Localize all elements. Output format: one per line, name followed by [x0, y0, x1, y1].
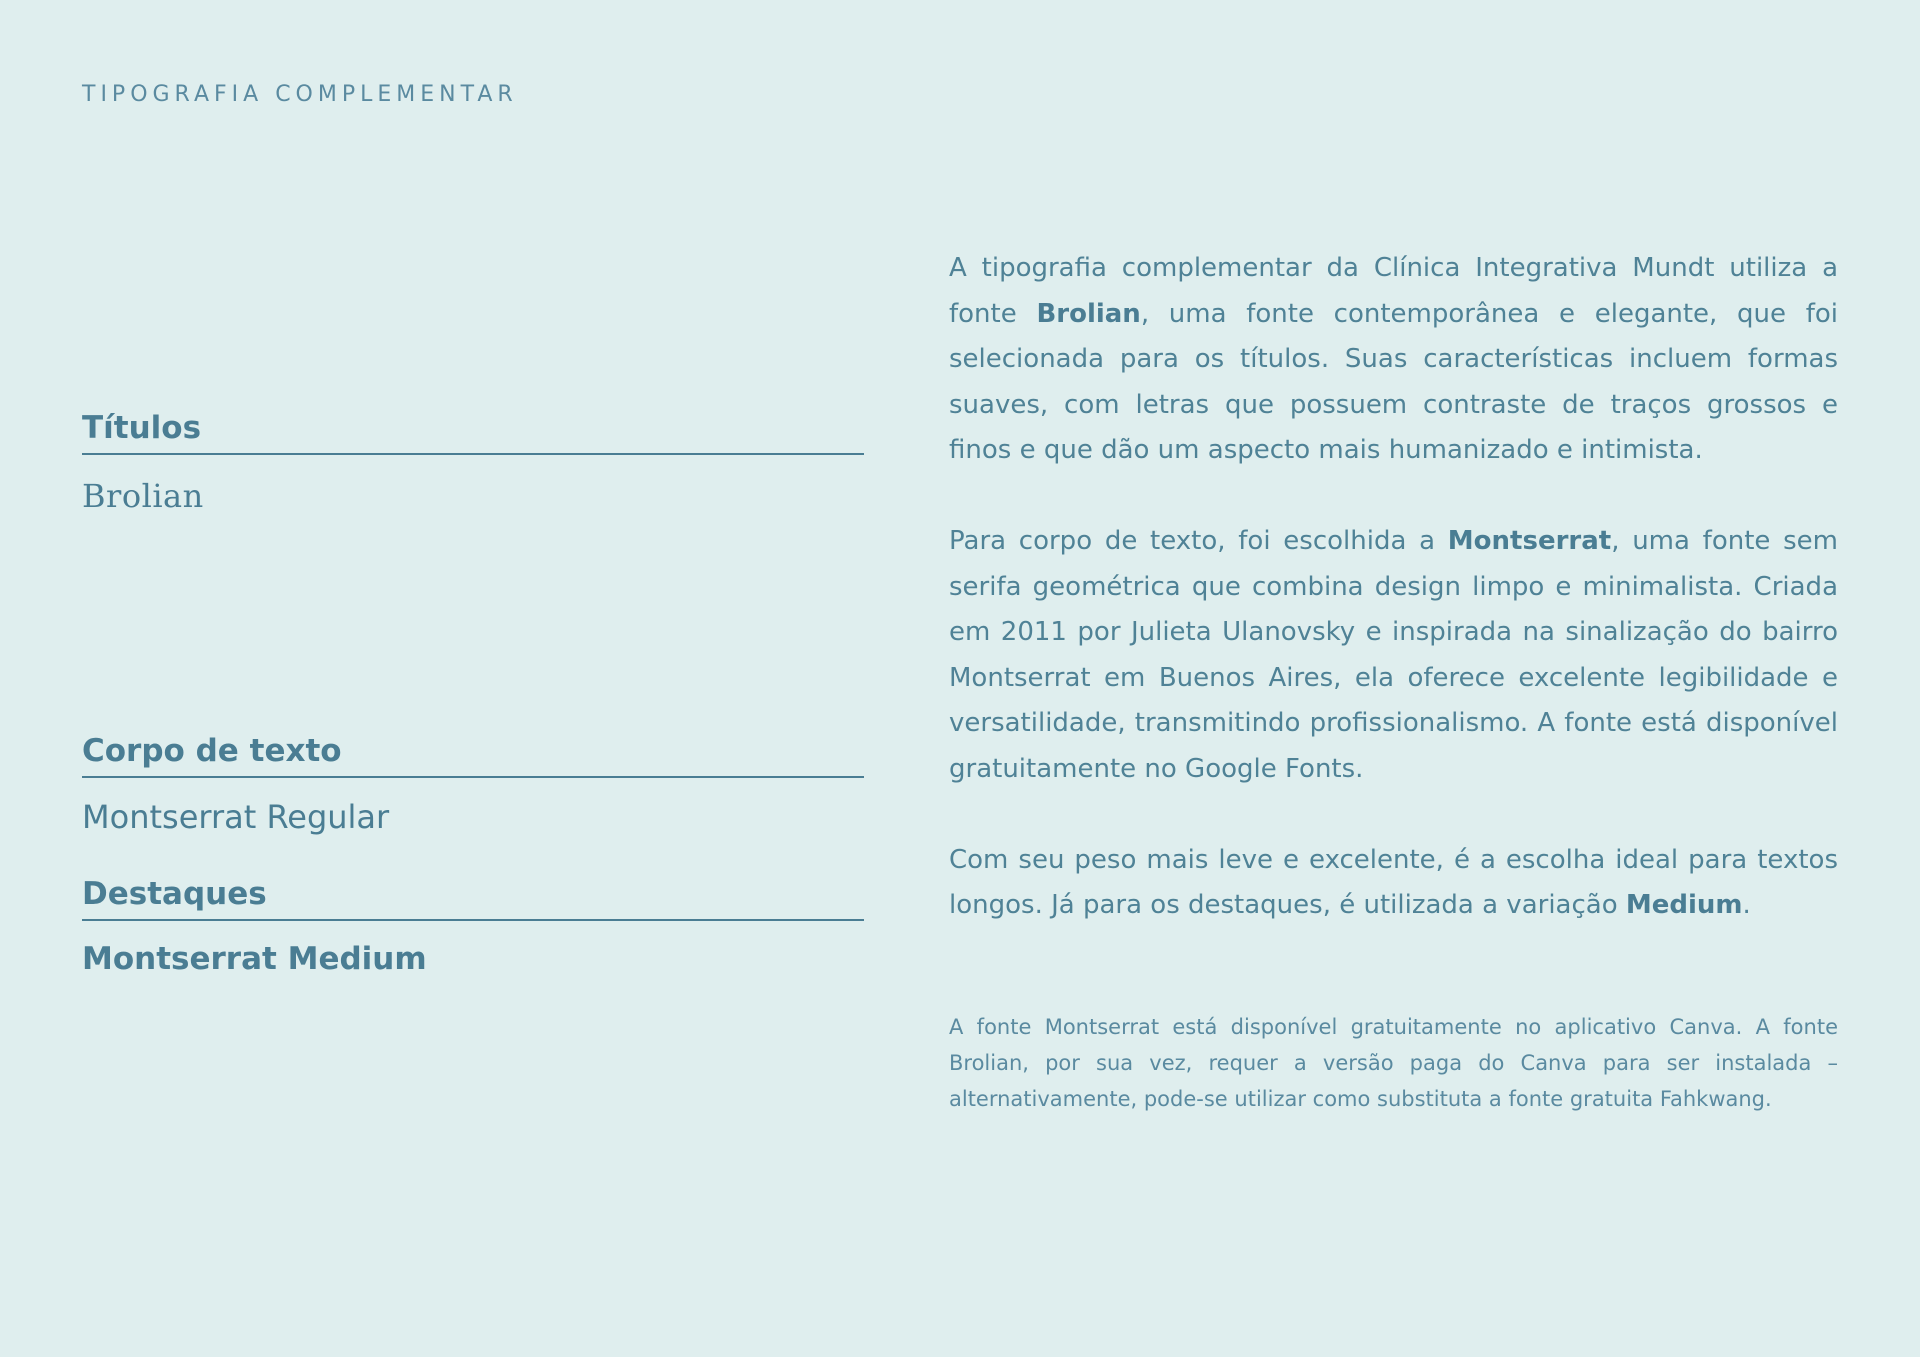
paragraph-montserrat-text-2: , uma fonte sem serifa geométrica que combina design limpo e minimalista. Criada em 2011 por Julieta Ulanovsky e inspirada na sinalização do bairro Montserrat em Buenos Aires, ela oferece excelente legibilidade e versatilidade, transmitindo profissionalismo. A fonte está disponível gratuitamente no Google Fonts.: [949, 525, 1838, 784]
spec-value-destaques: Montserrat Medium: [82, 941, 427, 978]
paragraph-medium-text-2: .: [1742, 890, 1751, 921]
highlight-brolian: Brolian: [1036, 298, 1141, 329]
paragraph-brolian-text-1: A tipografia complementar da Clínica Integrativa Mundt utiliza a fonte: [949, 253, 1838, 329]
paragraph-medium-text-1: Com seu peso mais leve e excelente, é a escolha ideal para textos longos. Já para os destaques, é utilizada a variação: [949, 844, 1838, 921]
paragraph-brolian-text-2: , uma fonte contemporânea e elegante, que foi selecionada para os títulos. Suas características incluem formas suaves, com letras que possuem contraste de traços grossos e finos e que dão um aspecto mais humanizado e intimista.: [949, 298, 1838, 466]
page-header: TIPOGRAFIA COMPLEMENTAR: [82, 82, 518, 107]
highlight-montserrat: Montserrat: [1447, 525, 1612, 556]
paragraph-montserrat-text-1: Para corpo de texto, foi escolhida a: [949, 525, 1448, 556]
spec-corpo-de-texto: [82, 733, 864, 836]
paragraph-medium: [949, 838, 1838, 929]
spec-label-destaques: Destaques: [82, 876, 864, 921]
spec-value-titulos: Brolian: [82, 477, 204, 516]
spec-label-corpo-de-texto: Corpo de texto: [82, 733, 864, 778]
description-column: [949, 246, 1838, 1138]
spec-titulos: [82, 410, 864, 515]
highlight-medium: Medium: [1625, 890, 1743, 921]
font-availability-note: A fonte Montserrat está disponível gratuitamente no aplicativo Canva. A fonte Brolian, por sua vez, requer a versão paga do Canva para ser instalada – alternativamente, pode-se utilizar como substituta a fonte gratuita Fahkwang.: [949, 1014, 1838, 1111]
paragraph-montserrat: [949, 519, 1838, 793]
spec-destaques: [82, 876, 864, 977]
spec-label-titulos: Títulos: [82, 410, 864, 455]
paragraph-brolian: [949, 246, 1838, 474]
spec-value-corpo-de-texto: Montserrat Regular: [82, 798, 390, 837]
